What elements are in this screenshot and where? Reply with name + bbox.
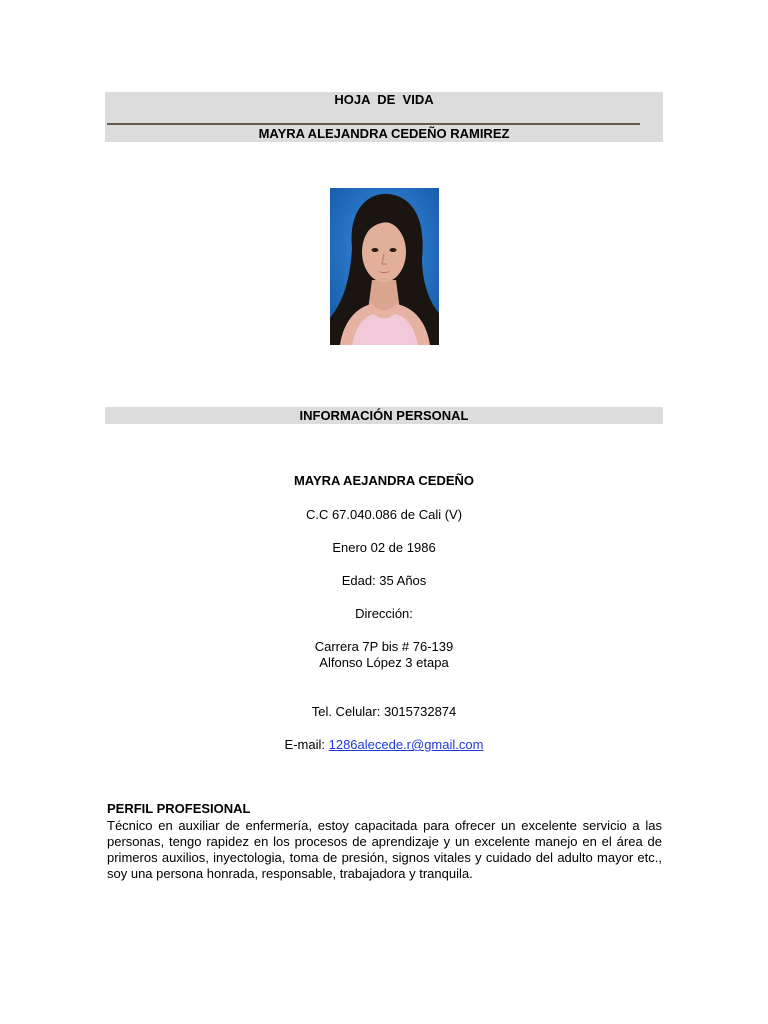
- applicant-full-name: MAYRA ALEJANDRA CEDEÑO RAMIREZ: [258, 126, 510, 141]
- personal-name: MAYRA AEJANDRA CEDEÑO: [293, 473, 475, 488]
- email-link[interactable]: 1286alecede.r@gmail.com: [328, 737, 484, 752]
- birth-date: Enero 02 de 1986: [332, 540, 436, 555]
- document-title: HOJA DE VIDA: [334, 92, 434, 107]
- header-divider: [107, 123, 640, 125]
- address-line-2: Alfonso López 3 etapa: [319, 655, 449, 670]
- id-number: C.C 67.040.086 de Cali (V): [305, 507, 463, 522]
- email-label: E-mail:: [284, 737, 329, 752]
- profile-title: PERFIL PROFESIONAL: [107, 801, 251, 816]
- portrait-photo-icon: [330, 188, 439, 345]
- address-label: Dirección:: [355, 606, 413, 621]
- section-title-personal-info: INFORMACIÓN PERSONAL: [299, 408, 469, 423]
- profile-text: Técnico en auxiliar de enfermería, estoy capacitada para ofrecer un excelente servicio a las personas, tengo rapidez en los procesos de aprendizaje y un excelente manejo en el área de primeros auxilios, inyectologia, toma de presión, signos vitales y cuidado del adulto mayor etc., soy una persona honrada, responsable, trabajadora y tranquila.: [107, 818, 662, 881]
- email-line: [105, 737, 663, 753]
- phone: Tel. Celular: 3015732874: [311, 704, 457, 719]
- age: Edad: 35 Años: [341, 573, 427, 588]
- address-line-1: Carrera 7P bis # 76-139: [314, 639, 454, 654]
